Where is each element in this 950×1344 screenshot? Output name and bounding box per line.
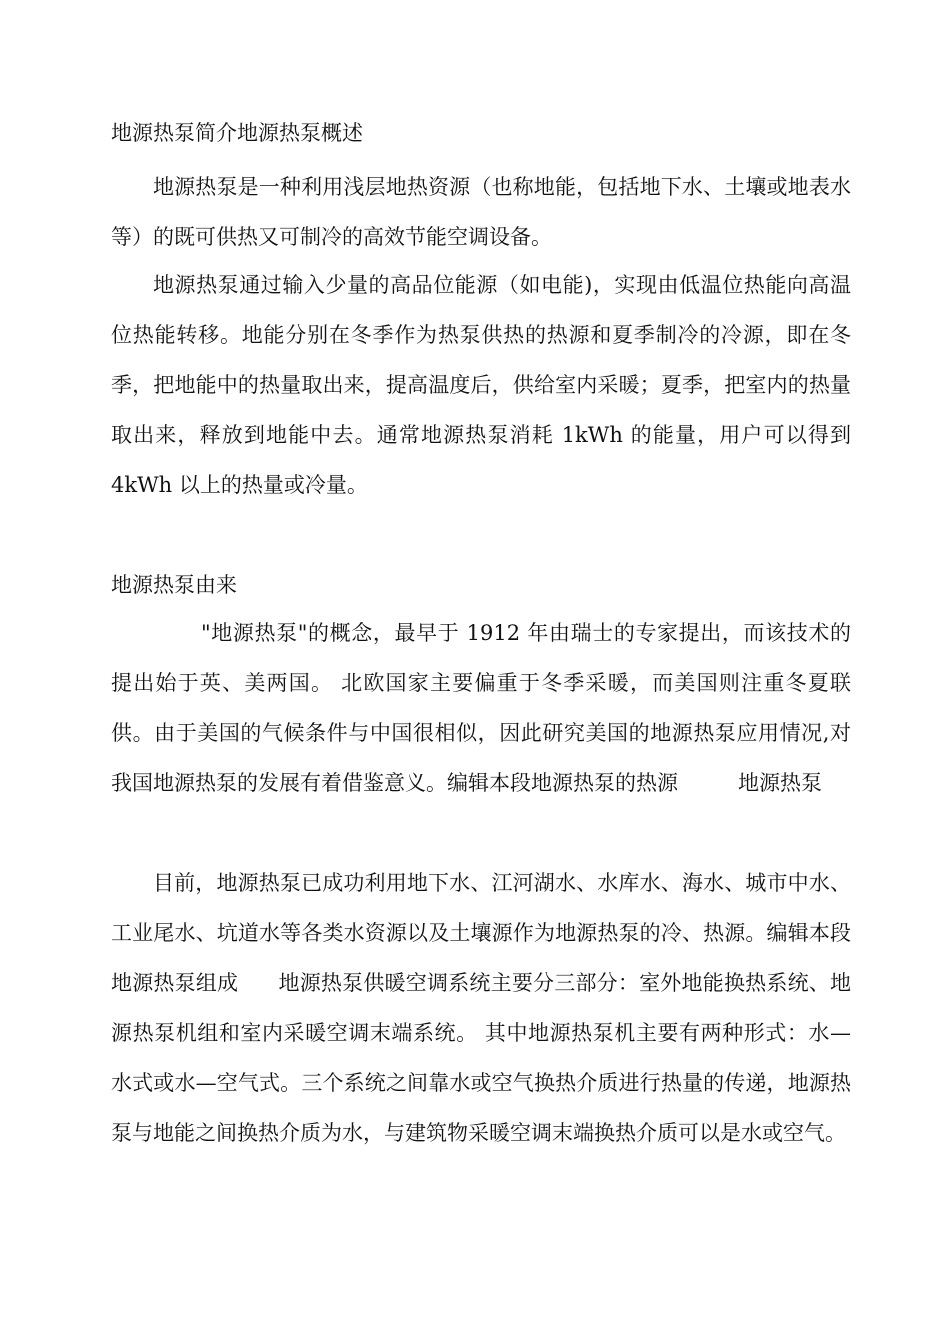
paragraph-composition-text: 地源热泵供暖空调系统主要分三部分：室外地能换热系统、地源热泵机组和室内采暖空调末端系统。 其中地源热泵机主要有两种形式：水—水式或水—空气式。三个系统之间靠水或空气换热介质进行热量的传递，地源热泵与地能之间换热介质为水，与建筑物采暖空调末端换热介质可以是水或空气。 (111, 971, 852, 1145)
paragraph-origin-text: "地源热泵"的概念，最早于 1912 年由瑞士的专家提出，而该技术的提出始于英、美两国。 北欧国家主要偏重于冬季采暖，而美国则注重冬夏联供。由于美国的气候条件与中国很相似，因此研究美国的地源热泵应用情况,对我国地源热泵的发展有着借鉴意义。编辑本段地源热泵的热源 (111, 621, 851, 795)
section-title-origin: 地源热泵由来 (111, 573, 237, 597)
paragraph-origin-heading-fragment: 地源热泵 (738, 771, 822, 795)
paragraph-origin (111, 608, 851, 808)
paragraph-principle: 地源热泵通过输入少量的高品位能源（如电能)，实现由低温位热能向高温位热能转移。地能分别在冬季作为热泵供热的热源和夏季制冷的冷源，即在冬季，把地能中的热量取出来，提高温度后，供给室内采暖；夏季，把室内的热量取出来，释放到地能中去。通常地源热泵消耗 1kWh 的能量，用户可以得到 4kWh 以上的热量或冷量。 (111, 273, 851, 497)
section-title-overview: 地源热泵简介地源热泵概述 (111, 121, 363, 145)
paragraph-definition: 地源热泵是一种利用浅层地热资源（也称地能，包括地下水、土壤或地表水等）的既可供热又可制冷的高效节能空调设备。 (111, 175, 851, 249)
paragraph-heat-sources (111, 858, 851, 1158)
paragraph-heat-sources-text: 目前，地源热泵已成功利用地下水、江河湖水、水库水、海水、城市中水、工业尾水、坑道水等各类水资源以及土壤源作为地源热泵的冷、热源。编辑本段地源热泵组成 (111, 871, 851, 995)
